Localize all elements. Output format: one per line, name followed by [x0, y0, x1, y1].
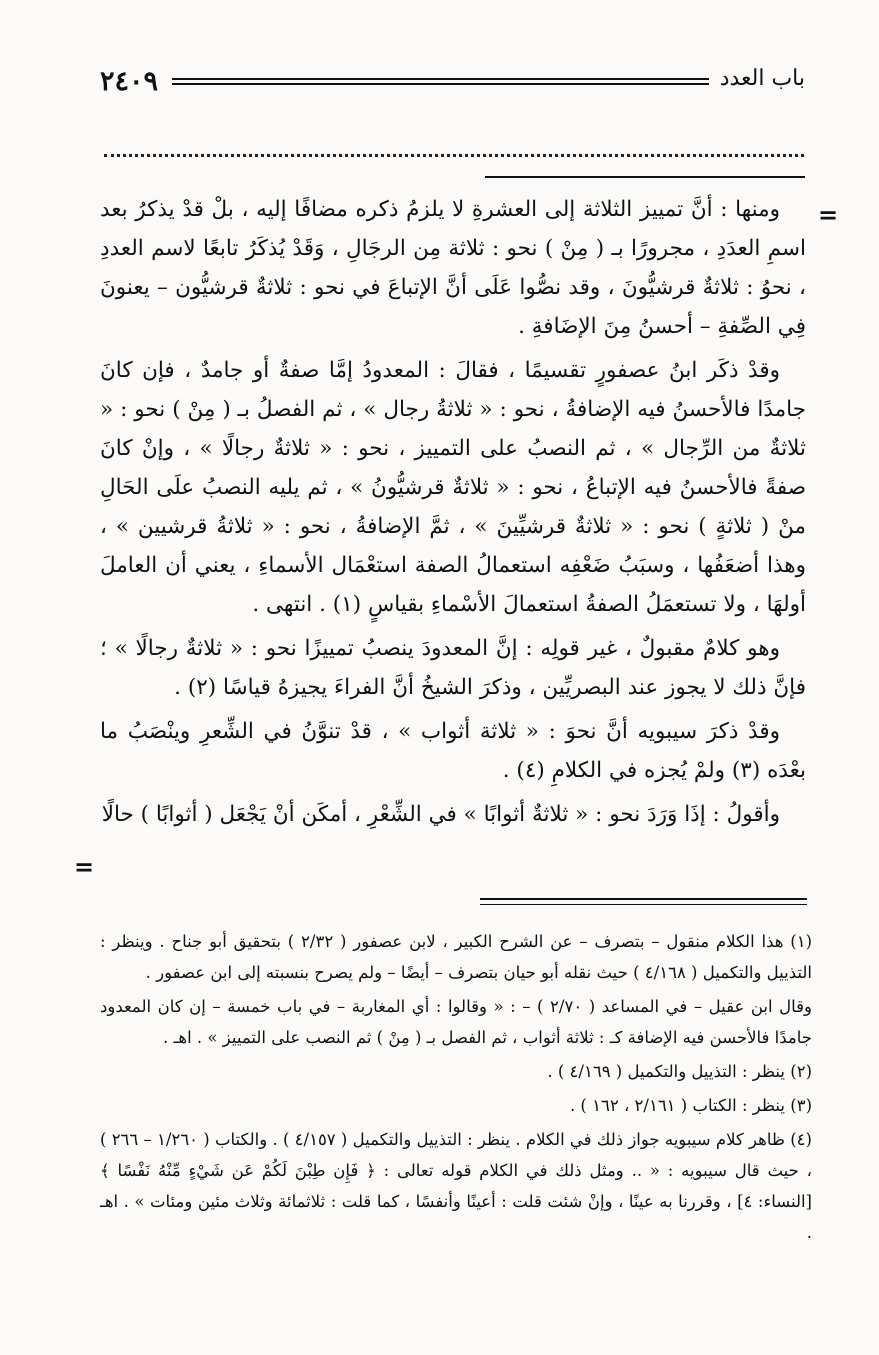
paragraph: وقدْ ذكَر ابنُ عصفورٍ تقسيمًا ، فقالَ : المعدودُ إمَّا صفةٌ أو جامدٌ ، فإن كانَ جامدًا فالأحسنُ فيه الإضافةُ ، نحو : « ثلاثةُ رجال » ، ثم الفصلُ بـ ( مِنْ ) نحو : « ثلاثةٌ من الرِّجال » ، ثم النصبُ على التمييز ، نحو : « ثلاثةٌ رجالًا » ، وإنْ كانَ صفةً فالأحسنُ فيه الإتباعُ ، نحو : « ثلاثةٌ قرشيُّونُ » ، ثم يليه النصبُ علَى الحَالِ منْ ( ثلاثةٍ ) نحو : « ثلاثةٌ قرشيِّينَ » ، ثمَّ الإضافةُ ، نحو : « ثلاثةُ قرشيين » ، وهذا أضعَفُها ، وسبَبُ ضَعْفِه استعمالُ الصفة استعْمَال الأسماءِ ، يعني أن العاملَ أولهَا ، ولا تستعمَلُ الصفةُ استعمالَ الأسْماءِ بقياسٍ (١) . انتهى .	[100, 358, 806, 617]
page-number: ٢٤٠٩	[100, 66, 159, 97]
dotted-separator	[104, 140, 804, 157]
paragraph: وأقولُ : إذَا وَرَدَ نحو : « ثلاثةٌ أثوابًا » في الشِّعْرِ ، أمكَن أنْ يَجْعَل ( أثوابًا ) حالًا	[101, 802, 780, 827]
footnote: (٤) ظاهر كلام سيبويه جواز ذلك في الكلام . ينظر : التذييل والتكميل ( ٤/١٥٧ ) . والكتاب ( ١/٢٦٠ – ٢٦٦ ) ، حيث قال سيبويه : « .. ومثل ذلك في الكلام قوله تعالى : ﴿ فَإِن طِبْنَ لَكُمْ عَن شَيْءٍ مِّنْهُ نَفْسًا ﴾ [النساء: ٤] ، وقررنا به عينًا ، وإنْ شئت قلت : أعينًا وأنفسًا ، كما قلت : ثلاثمائة وثلاث مئين ومئات » . اهـ .	[100, 1130, 812, 1242]
footnote-rule	[480, 904, 807, 905]
continuation-marker: =	[818, 200, 839, 229]
paragraph: وهو كلامٌ مقبولٌ ، غير قولِه : إنَّ المعدودَ ينصبُ تمييزًا نحو : « ثلاثةٌ رجالًا » ؛ فإنَّ ذلك لا يجوز عند البصريِّين ، وذكرَ الشيخُ أنَّ الفراءَ يجيزهُ قياسًا (٢) .	[100, 636, 806, 700]
footnote: وقال ابن عقيل – في المساعد ( ٢/٧٠ ) – : « وقالوا : أي المغاربة – في باب خمسة – إن كان المعدود جامدًا فالأحسن فيه الإضافة كـ : ثلاثة أثواب ، ثم الفصل بـ ( مِنْ ) ثم النصب على التمييز » . اهـ .	[100, 997, 812, 1047]
chapter-title: باب العدد	[719, 66, 805, 91]
main-text	[100, 190, 806, 839]
footnotes	[100, 926, 812, 1251]
footnote: (٢) ينظر : التذييل والتكميل ( ٤/١٦٩ ) .	[547, 1062, 812, 1081]
running-header	[100, 64, 805, 100]
paragraph: وقدْ ذكرَ سيبويه أنَّ نحوَ : « ثلاثة أثواب » ، قدْ تنوَّنُ في الشِّعرِ وينْصَبُ ما بعْدَه (٣) ولمْ يُجزه في الكلامِ (٤) .	[100, 719, 806, 783]
footnote-rule	[480, 898, 807, 900]
section-rule	[485, 176, 805, 178]
footnote: (٣) ينظر : الكتاب ( ٢/١٦١ ، ١٦٢ ) .	[569, 1096, 812, 1115]
header-rule	[172, 83, 709, 85]
continuation-marker: =	[74, 852, 95, 881]
header-rule	[172, 78, 709, 80]
paragraph: ومنها : أنَّ تمييز الثلاثة إلى العشرةِ لا يلزمُ ذكره مضافًا إليه ، بلْ قدْ يذكرُ بعد اسمِ العدَدِ ، مجرورًا بـ ( مِنْ ) نحو : ثلاثة مِن الرجَالِ ، وَقَدْ يُذكَرُ تابعًا لاسم العددِ ، نحوُ : ثلاثةٌ قرشيُّونَ ، وقد نصُّوا عَلَى أنَّ الإتباعَ في نحو : ثلاثةٌ قرشيُّون – يعنونَ فِي الصِّفةِ – أحسنُ مِنَ الإضَافةِ .	[100, 197, 806, 339]
footnote: (١) هذا الكلام منقول – بتصرف – عن الشرح الكبير ، لابن عصفور ( ٢/٣٢ ) بتحقيق أبو جناح . وينظر : التذييل والتكميل ( ٤/١٦٨ ) حيث نقله أبو حيان بتصرف – أيضًا – ولم يصرح بنسبته إلى ابن عصفور .	[100, 932, 812, 982]
